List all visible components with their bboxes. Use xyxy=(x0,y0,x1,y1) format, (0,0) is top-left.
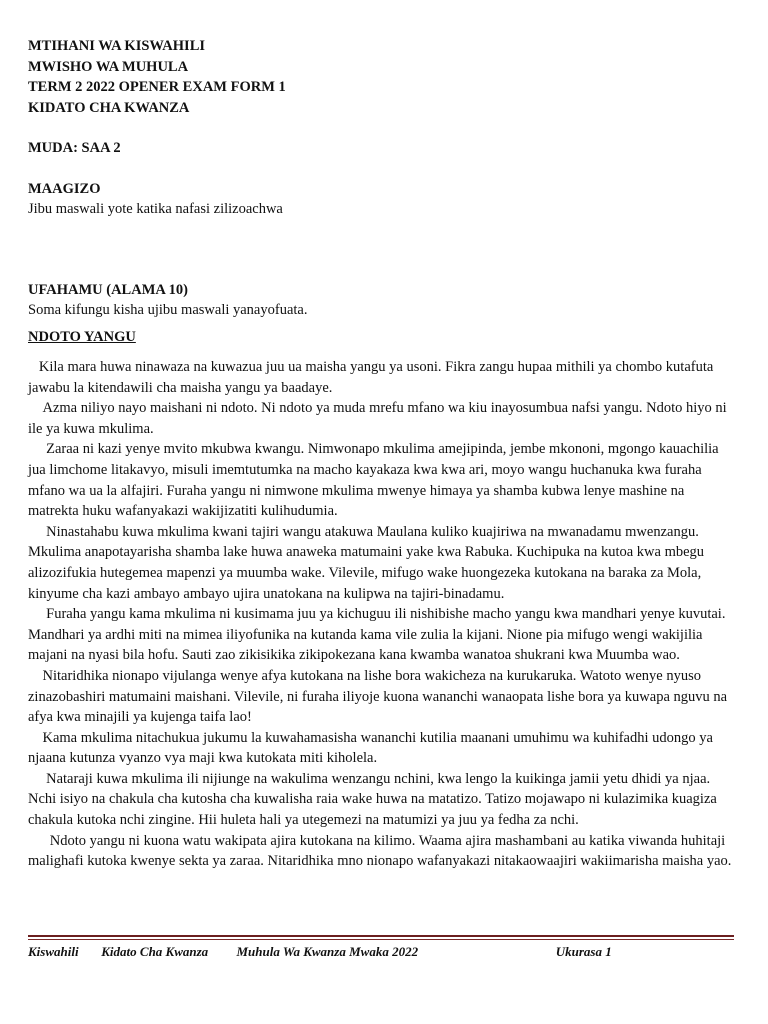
passage-paragraph: Nitaridhika nionapo vijulanga wenye afya kutokana na lishe bora wakicheza na kurukaruka. Watoto wenye nyuso zinazobashiri matumaini maishani. Vilevile, ni furaha iliyoje kuona wananchi wanaopata lishe bora ya kuwapa nguvu na afya kwa minajili ya kujenga taifa lao! xyxy=(28,667,728,726)
passage-paragraph: Kila mara huwa ninawaza na kuwazua juu ua maisha yangu ya usoni. Fikra zangu hupaa mithili ya chombo kutafuta jawabu la kitendawili cha maisha yangu ya baadaye. xyxy=(28,359,714,396)
passage-paragraph: Ninastahabu kuwa mkulima kwani tajiri wangu atakuwa Maulana kuliko kuajiriwa na mwanadamu mwenzangu. Mkulima anapotayarisha shamba lake huwa anaweka matumaini yake kwa Rabuka. Kuchipuka na kutoa kwa mbegu alizozifukia hutegemea mapenzi ya muumba wake. Vilevile, mifugo wake huongezeka kutokana na baraka za Mola, kinyume cha kazi ambayo ambayo ujira unatokana na kulipwa na tajiri-binadamu. xyxy=(28,523,705,602)
instructions-text: Jibu maswali yote katika nafasi zilizoachwa xyxy=(28,201,283,217)
footer-subject: Kiswahili xyxy=(28,944,79,959)
section-heading: UFAHAMU (ALAMA 10) xyxy=(28,281,189,298)
exam-form: KIDATO CHA KWANZA xyxy=(28,99,190,116)
instructions-heading: MAAGIZO xyxy=(28,180,101,197)
footer-term: Muhula Wa Kwanza Mwaka 2022 xyxy=(236,944,419,959)
exam-page xyxy=(28,36,738,872)
passage-title: NDOTO YANGU xyxy=(28,328,136,345)
passage-paragraph: Kama mkulima nitachukua jukumu la kuwahamasisha wananchi kutilia maanani umuhimu wa kuhifadhi udongo ya njaana kutunza vyanzo vya maji kwa kutokata miti kiholela. xyxy=(28,729,713,767)
footer-page-number: Ukurasa 1 xyxy=(555,944,612,959)
footer-rule-thin xyxy=(28,939,734,940)
exam-term: TERM 2 2022 OPENER EXAM FORM 1 xyxy=(28,79,286,95)
footer-form: Kidato Cha Kwanza xyxy=(101,944,209,959)
footer-rule xyxy=(28,935,734,942)
exam-period: MWISHO WA MUHULA xyxy=(28,58,189,75)
passage-paragraph: Nataraji kuwa mkulima ili nijiunge na wakulima wenzangu nchini, kwa lengo la kuikinga jamii yetu dhidi ya njaa. Nchi isiyo na chakula cha kutosha cha kuwalisha raia wake huwa na matatizo. Tatizo mojawapo ni kulazimika kuagiza chakula kutoka nchi zingine. Hii huleta hali ya utegemezi na matumizi ya juu ya fedha za nchi. xyxy=(28,770,717,829)
passage-paragraph: Azma niliyo nayo maishani ni ndoto. Ni ndoto ya muda mrefu mfano wa kiu inayosumbua nafsi yangu. Ndoto hiyo ni ile ya kuwa mkulima. xyxy=(28,400,727,437)
section-instruction: Soma kifungu kisha ujibu maswali yanayofuata. xyxy=(28,302,308,318)
passage-paragraph: Zaraa ni kazi yenye mvito mkubwa kwangu. Nimwonapo mkulima amejipinda, jembe mkononi, mgongo kauachilia jua limchome litakavyo, misuli imemtutumka na macho kayakaza kwa kwa ari, moyo wangu huchanuka kwa furaha mfano wa ua la alfajiri. Furaha yangu ni nimwone mkulima mwenye himaya ya shamba kubwa lenye mashine na matrekta huku wafanyakazi wakijizatiti kulihudumia. xyxy=(28,441,719,520)
exam-title: MTIHANI WA KISWAHILI xyxy=(28,38,206,54)
passage-body xyxy=(28,357,738,872)
exam-time: MUDA: SAA 2 xyxy=(28,140,121,156)
footer-rule-thick xyxy=(28,935,734,937)
page-footer xyxy=(28,943,734,961)
passage-paragraph: Ndoto yangu ni kuona watu wakipata ajira kutokana na kilimo. Waama ajira mashambani au katika viwanda huhitaji malighafi kutoka kwenye sekta ya zaraa. Nitaridhika mno nionapo wafanyakazi nitakaowaajiri wakiimarisha maisha yao. xyxy=(28,832,732,870)
passage-paragraph: Furaha yangu kama mkulima ni kusimama juu ya kichuguu ili nishibishe macho yangu kwa mandhari yenye kuvutai. Mandhari ya ardhi miti na mimea iliyofunika na kutanda kama vile zulia la kijani. Nione pia mifugo wengi wakijilia majani na nyasi bila hofu. Sauti zao zikisikika zikipokezana kana kwamba wanatoa shukrani kwa Muumba wao. xyxy=(28,606,726,664)
